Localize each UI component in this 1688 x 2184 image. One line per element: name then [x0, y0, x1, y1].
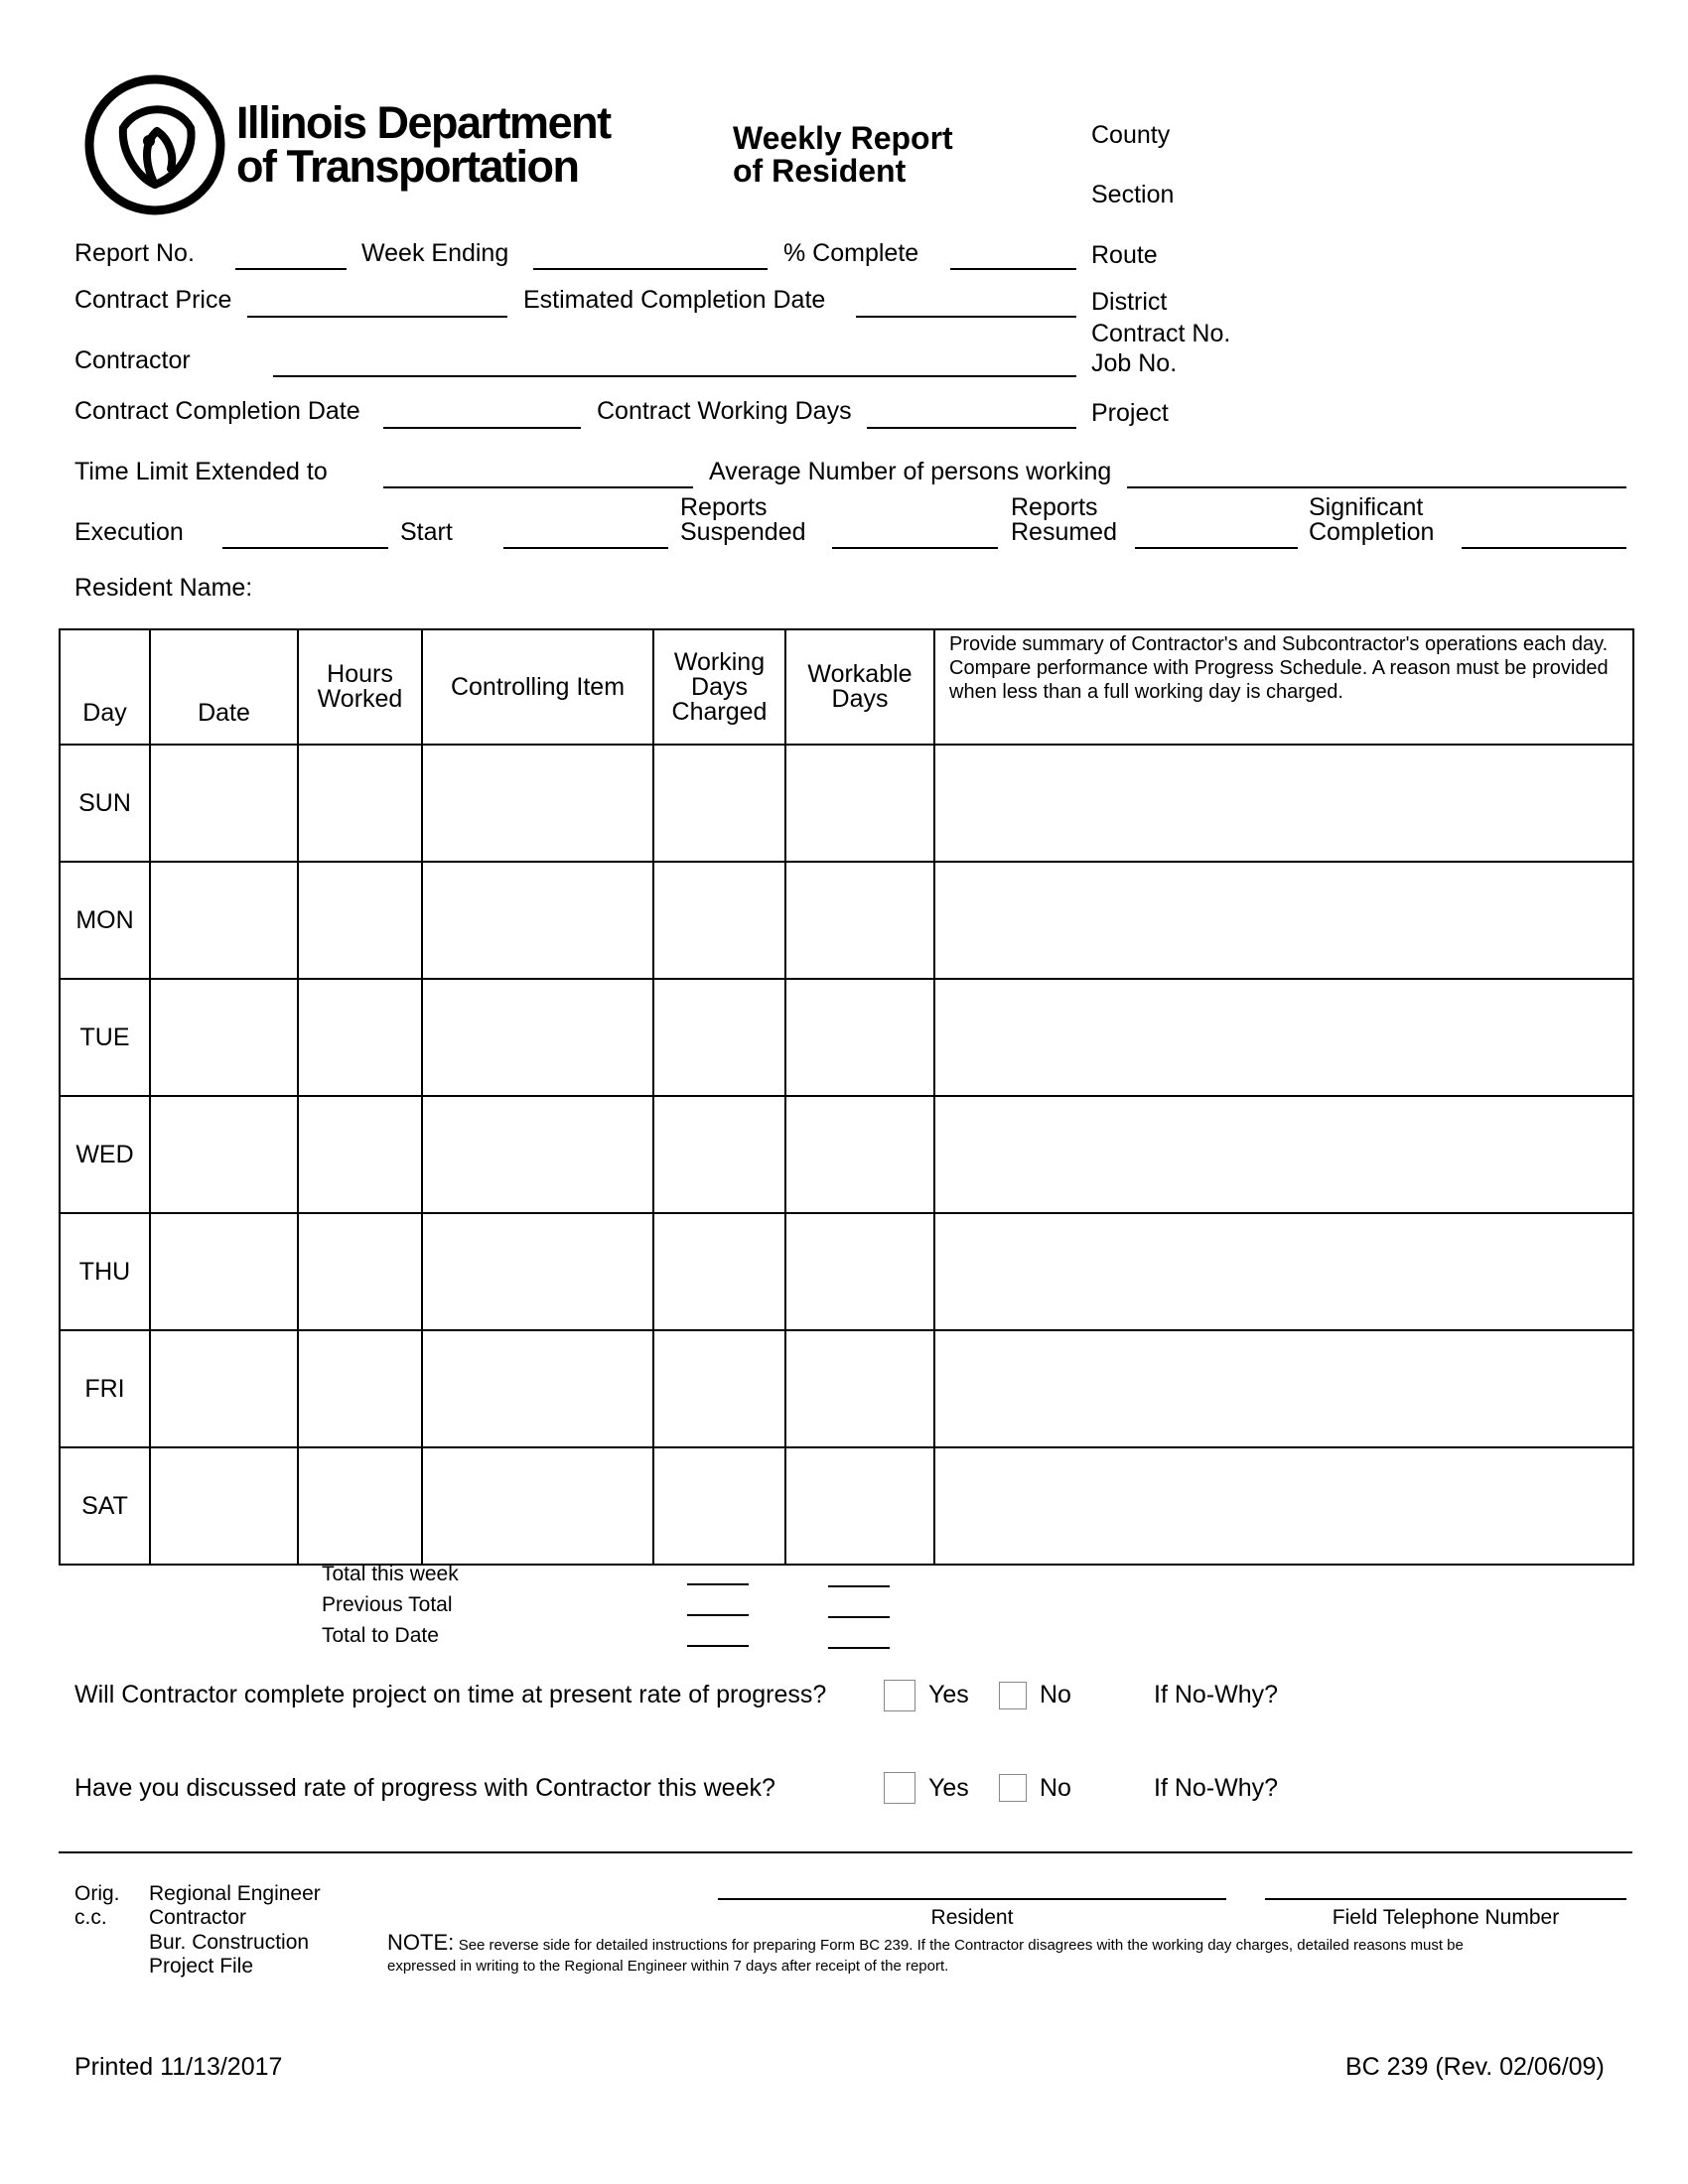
- contract-completion-date-field[interactable]: [383, 427, 581, 429]
- day-cell: MON: [60, 862, 150, 979]
- avg-persons-field[interactable]: [1127, 486, 1626, 488]
- job-no-label: Job No.: [1091, 349, 1178, 377]
- contractor-label: Contractor: [74, 346, 191, 374]
- percent-complete-label: % Complete: [783, 239, 919, 267]
- idot-logo-icon: [83, 73, 227, 217]
- reports-resumed-field[interactable]: [1135, 547, 1298, 549]
- execution-field[interactable]: [222, 547, 388, 549]
- reports-resumed-label-1: Reports: [1011, 493, 1098, 521]
- significant-completion-field[interactable]: [1462, 547, 1626, 549]
- working-days-charged-column-header: Working Days Charged: [653, 629, 785, 745]
- significant-completion-label-2: Completion: [1309, 518, 1435, 546]
- day-cell: WED: [60, 1096, 150, 1213]
- workable-days-cell[interactable]: [785, 745, 934, 862]
- form-title-line2: of Resident: [733, 153, 907, 189]
- avg-persons-label: Average Number of persons working: [709, 458, 1112, 485]
- org-name-line1: Illinois Department: [236, 97, 611, 148]
- table-row: [60, 862, 1633, 979]
- estimated-completion-label: Estimated Completion Date: [523, 286, 826, 314]
- execution-label: Execution: [74, 518, 184, 546]
- distribution-item: Bur. Construction: [149, 1931, 310, 1954]
- discussed-why-label: If No-Why?: [1154, 1774, 1279, 1802]
- note-line-2: expressed in writing to the Regional Engineer within 7 days after receipt of the report.: [387, 1958, 949, 1975]
- day-cell: TUE: [60, 979, 150, 1096]
- table-row: [60, 1447, 1633, 1565]
- summary-cell[interactable]: [934, 1213, 1633, 1330]
- summary-cell[interactable]: [934, 979, 1633, 1096]
- week-ending-field[interactable]: [533, 268, 768, 270]
- percent-complete-field[interactable]: [950, 268, 1076, 270]
- summary-cell[interactable]: [934, 1447, 1633, 1565]
- on-time-no-label: No: [1040, 1681, 1071, 1708]
- on-time-yes-checkbox[interactable]: [884, 1680, 915, 1711]
- time-limit-extended-field[interactable]: [383, 486, 693, 488]
- contract-no-label: Contract No.: [1091, 320, 1231, 347]
- discussed-no-checkbox[interactable]: [999, 1774, 1027, 1802]
- start-field[interactable]: [503, 547, 668, 549]
- hours-cell[interactable]: [298, 1096, 422, 1213]
- resident-signature-label: Resident: [930, 1906, 1014, 1929]
- working-days-cell[interactable]: [653, 979, 785, 1096]
- summary-cell[interactable]: [934, 862, 1633, 979]
- day-cell: SAT: [60, 1447, 150, 1565]
- daily-log-table: [59, 628, 1634, 1566]
- controlling-item-cell[interactable]: [422, 1213, 653, 1330]
- day-cell: FRI: [60, 1330, 150, 1447]
- hours-cell[interactable]: [298, 862, 422, 979]
- table-row: [60, 1330, 1633, 1447]
- cc-label: c.c.: [74, 1906, 107, 1929]
- working-days-cell[interactable]: [653, 1447, 785, 1565]
- total-this-week-workable-field[interactable]: [828, 1585, 890, 1587]
- resident-name-label: Resident Name:: [74, 574, 253, 602]
- working-days-cell[interactable]: [653, 1213, 785, 1330]
- note-label: NOTE:: [387, 1930, 455, 1955]
- hours-cell[interactable]: [298, 745, 422, 862]
- note-line-1: See reverse side for detailed instructions for preparing Form BC 239. If the Contractor disagrees with the working day charges, detailed reasons must be: [458, 1937, 1464, 1954]
- on-time-no-checkbox[interactable]: [999, 1682, 1027, 1709]
- note-text: [387, 1930, 1464, 1959]
- previous-total-working-field[interactable]: [687, 1614, 749, 1616]
- route-label: Route: [1091, 241, 1158, 269]
- on-time-why-label: If No-Why?: [1154, 1681, 1279, 1708]
- summary-cell[interactable]: [934, 1096, 1633, 1213]
- workable-days-cell[interactable]: [785, 1447, 934, 1565]
- table-row: [60, 745, 1633, 862]
- controlling-item-cell[interactable]: [422, 1096, 653, 1213]
- date-cell[interactable]: [150, 1096, 298, 1213]
- controlling-item-cell[interactable]: [422, 1330, 653, 1447]
- date-cell[interactable]: [150, 1447, 298, 1565]
- workable-days-cell[interactable]: [785, 1096, 934, 1213]
- date-cell[interactable]: [150, 979, 298, 1096]
- working-days-cell[interactable]: [653, 1330, 785, 1447]
- summary-cell[interactable]: [934, 1330, 1633, 1447]
- workable-days-cell[interactable]: [785, 979, 934, 1096]
- workable-days-cell[interactable]: [785, 1213, 934, 1330]
- estimated-completion-field[interactable]: [856, 316, 1076, 318]
- contract-price-label: Contract Price: [74, 286, 232, 314]
- table-row: [60, 1096, 1633, 1213]
- county-label: County: [1091, 121, 1171, 149]
- day-column-header: Day: [60, 629, 150, 745]
- table-row: [60, 979, 1633, 1096]
- total-to-date-label: Total to Date: [322, 1624, 439, 1647]
- previous-total-label: Previous Total: [322, 1593, 453, 1616]
- date-cell[interactable]: [150, 745, 298, 862]
- date-column-header: Date: [150, 629, 298, 745]
- org-name-line2: of Transportation: [236, 141, 579, 192]
- start-label: Start: [400, 518, 453, 546]
- district-label: District: [1091, 288, 1168, 316]
- total-this-week-working-field[interactable]: [687, 1583, 749, 1585]
- question-on-time: Will Contractor complete project on time at present rate of progress?: [74, 1681, 827, 1708]
- resident-signature-field[interactable]: [718, 1898, 1226, 1900]
- distribution-item: Contractor: [149, 1906, 247, 1929]
- hours-cell[interactable]: [298, 1213, 422, 1330]
- section-label: Section: [1091, 181, 1175, 208]
- printed-date: Printed 11/13/2017: [74, 2053, 283, 2081]
- discussed-yes-label: Yes: [928, 1774, 969, 1802]
- reports-resumed-label-2: Resumed: [1011, 518, 1117, 546]
- form-title-line1: Weekly Report: [733, 120, 953, 156]
- distribution-item: Regional Engineer: [149, 1882, 321, 1905]
- working-days-cell[interactable]: [653, 862, 785, 979]
- hours-worked-column-header: Hours Worked: [298, 629, 422, 745]
- contract-working-days-field[interactable]: [867, 427, 1076, 429]
- time-limit-extended-label: Time Limit Extended to: [74, 458, 328, 485]
- summary-cell[interactable]: [934, 745, 1633, 862]
- report-no-label: Report No.: [74, 239, 195, 267]
- significant-completion-label-1: Significant: [1309, 493, 1424, 521]
- field-telephone-label: Field Telephone Number: [1332, 1906, 1560, 1929]
- reports-suspended-field[interactable]: [832, 547, 998, 549]
- question-discussed: Have you discussed rate of progress with Contractor this week?: [74, 1774, 775, 1802]
- project-label: Project: [1091, 399, 1169, 427]
- date-cell[interactable]: [150, 1213, 298, 1330]
- previous-total-workable-field[interactable]: [828, 1616, 890, 1618]
- reports-suspended-label-1: Reports: [680, 493, 768, 521]
- orig-label: Orig.: [74, 1882, 120, 1905]
- controlling-item-cell[interactable]: [422, 1447, 653, 1565]
- total-to-date-working-field[interactable]: [687, 1645, 749, 1647]
- contract-working-days-label: Contract Working Days: [597, 397, 852, 425]
- contractor-field[interactable]: [273, 375, 1076, 377]
- field-telephone-field[interactable]: [1265, 1898, 1626, 1900]
- working-days-cell[interactable]: [653, 1096, 785, 1213]
- contract-completion-date-label: Contract Completion Date: [74, 397, 360, 425]
- date-cell[interactable]: [150, 1330, 298, 1447]
- contract-price-field[interactable]: [247, 316, 507, 318]
- day-cell: THU: [60, 1213, 150, 1330]
- controlling-item-cell[interactable]: [422, 745, 653, 862]
- date-cell[interactable]: [150, 862, 298, 979]
- form-id: BC 239 (Rev. 02/06/09): [1345, 2053, 1605, 2081]
- on-time-yes-label: Yes: [928, 1681, 969, 1708]
- hours-cell[interactable]: [298, 1330, 422, 1447]
- controlling-item-cell[interactable]: [422, 862, 653, 979]
- workable-days-cell[interactable]: [785, 862, 934, 979]
- workable-days-cell[interactable]: [785, 1330, 934, 1447]
- discussed-yes-checkbox[interactable]: [884, 1772, 915, 1804]
- summary-column-header: Provide summary of Contractor's and Subcontractor's operations each day. Compare performance with Progress Schedule. A reason must be provided when less than a full working day is charged.: [934, 629, 1633, 745]
- hours-cell[interactable]: [298, 979, 422, 1096]
- total-to-date-workable-field[interactable]: [828, 1647, 890, 1649]
- working-days-cell[interactable]: [653, 745, 785, 862]
- day-cell: SUN: [60, 745, 150, 862]
- footer-divider: [59, 1851, 1632, 1853]
- report-no-field[interactable]: [235, 268, 347, 270]
- reports-suspended-label-2: Suspended: [680, 518, 806, 546]
- hours-cell[interactable]: [298, 1447, 422, 1565]
- table-row: [60, 1213, 1633, 1330]
- controlling-item-column-header: Controlling Item: [422, 629, 653, 745]
- distribution-item: Project File: [149, 1955, 254, 1978]
- week-ending-label: Week Ending: [361, 239, 509, 267]
- total-this-week-label: Total this week: [322, 1563, 459, 1585]
- discussed-no-label: No: [1040, 1774, 1071, 1802]
- workable-days-column-header: Workable Days: [785, 629, 934, 745]
- controlling-item-cell[interactable]: [422, 979, 653, 1096]
